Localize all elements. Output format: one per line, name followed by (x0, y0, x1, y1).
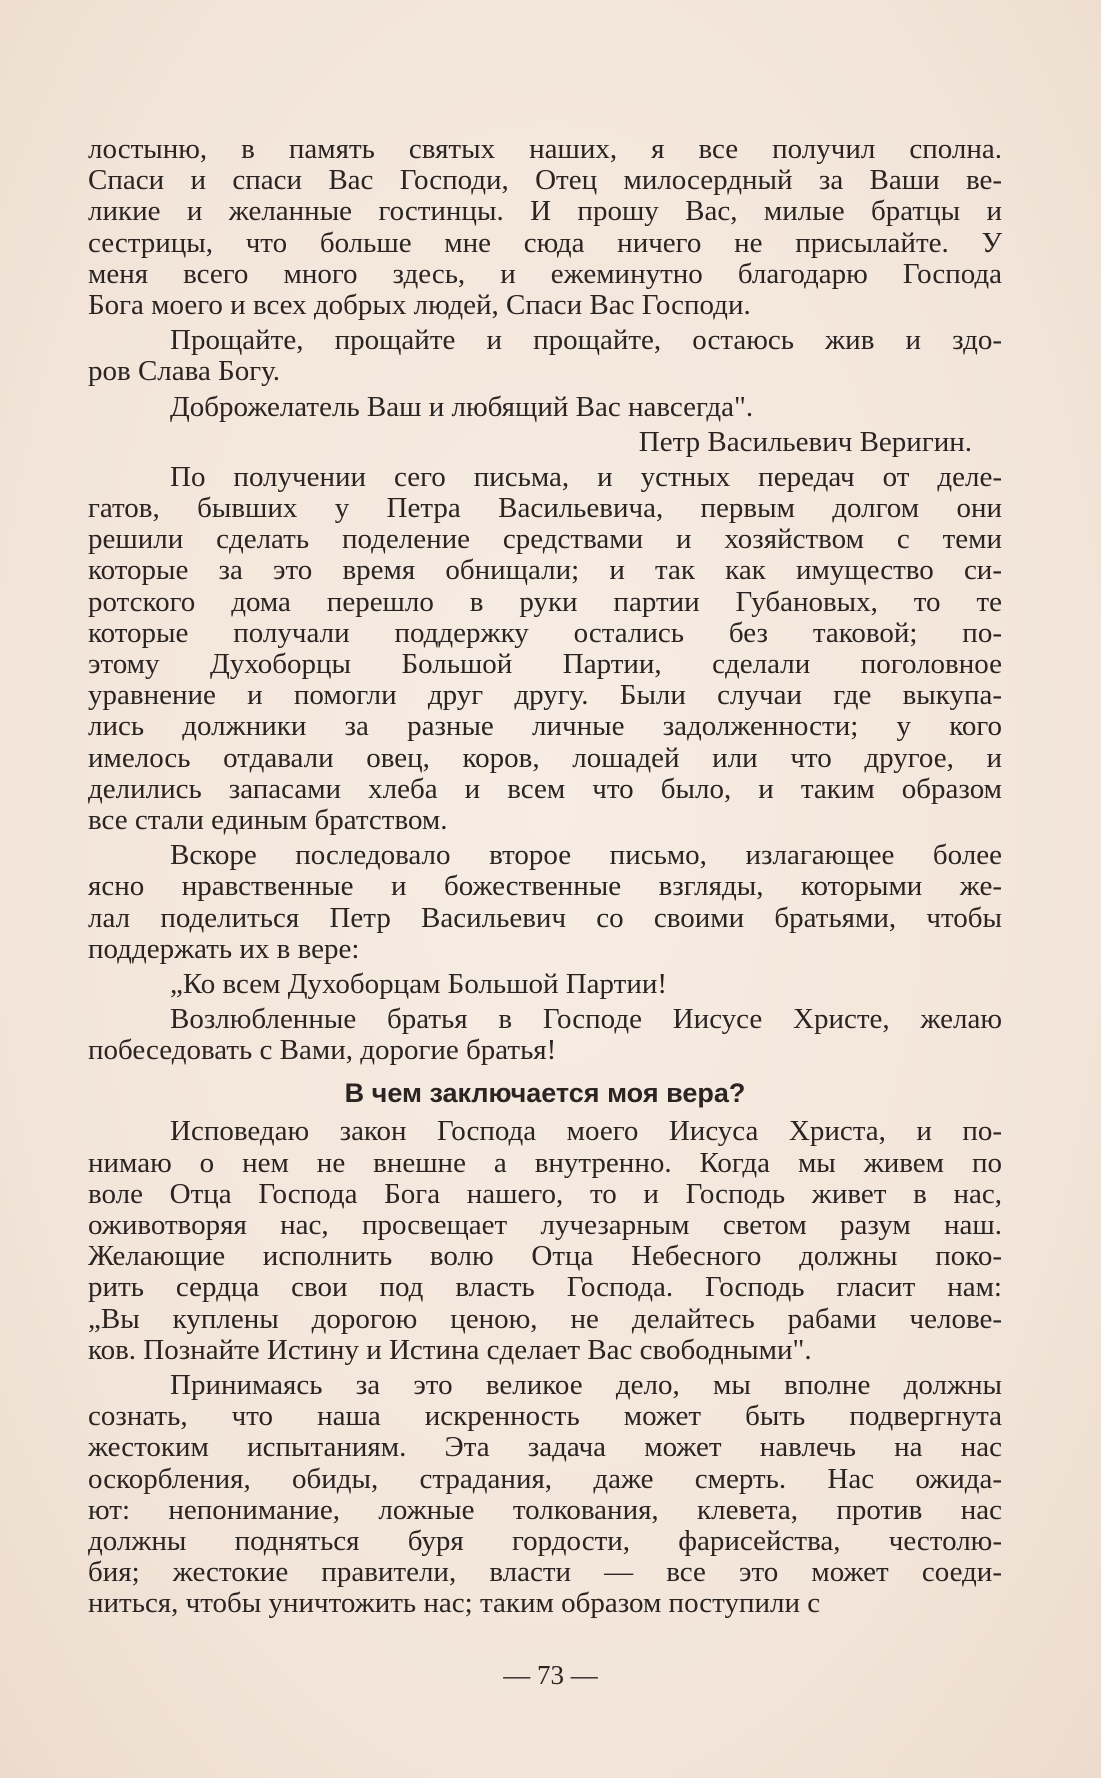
text-line: Желающие исполнить волю Отца Небесного должны поко- (88, 1240, 1002, 1273)
text-line: По получении сего письма, и устных передач от деле- (170, 460, 1002, 493)
text-line: побеседовать с Вами, дорогие братья! (88, 1034, 557, 1067)
paragraph (88, 134, 1002, 321)
text-line: Исповедаю закон Господа моего Иисуса Христа, и по- (170, 1115, 1002, 1148)
signature (88, 427, 1002, 458)
paragraph-gap (88, 1066, 1002, 1070)
paragraph-gap (88, 1619, 1002, 1623)
paragraph (88, 325, 1002, 387)
text-line: меня всего много здесь, и ежеминутно благодарю Господа (88, 257, 1002, 290)
paragraph (88, 392, 1002, 423)
text-line: ликие и желанные гостинцы. И прошу Вас, милые братцы и (88, 195, 1002, 228)
text-line: нимаю о нем не внешне а внутренно. Когда мы живем по (88, 1146, 1002, 1179)
text-line: уравнение и помогли друг другу. Были случаи где выкупа- (88, 679, 1002, 712)
paragraph (88, 969, 1002, 1000)
text-line: оскорбления, обиды, страдания, даже смерть. Нас ожида- (88, 1462, 1002, 1495)
paragraph (88, 1004, 1002, 1066)
paragraph (88, 1116, 1002, 1366)
text-line: Возлюбленные братья в Господе Иисусе Христе, желаю (170, 1003, 1002, 1036)
text-line: ротского дома перешло в руки партии Губановых, то те (88, 585, 1002, 618)
text-line: имелось отдавали овец, коров, лошадей или что другое, и (88, 741, 1002, 774)
text-line: ют: непонимание, ложные толкования, клевета, против нас (88, 1493, 1002, 1526)
text-line: жестоким испытаниям. Эта задача может навлечь на нас (88, 1431, 1002, 1464)
heading-text: В чем заключается моя вера? (344, 1078, 746, 1109)
paragraph (88, 462, 1002, 836)
text-line: решили сделать поделение средствами и хозяйством с теми (88, 523, 1002, 556)
text-line: лостыню, в память святых наших, я все получил сполна. (88, 133, 1002, 165)
text-line: Прощайте, прощайте и прощайте, остаюсь жив и здо- (170, 324, 1002, 357)
text-line: должны подняться буря гордости, фарисейства, честолю- (88, 1524, 1002, 1557)
text-line: все стали единым братством. (88, 803, 448, 836)
text-line: этому Духоборцы Большой Партии, сделали поголовное (88, 648, 1002, 680)
text-line: Бога моего и всех добрых людей, Спаси Вас Господи. (88, 288, 751, 321)
page-body-text (88, 134, 1002, 1623)
text-line: сознать, что наша искренность может быть подвергнута (88, 1400, 1002, 1433)
text-line: воле Отца Господа Бога нашего, то и Господь живет в нас, (88, 1177, 1002, 1210)
text-line: ясно нравственные и божественные взгляды, которыми же- (88, 870, 1002, 903)
text-line: Доброжелатель Ваш и любящий Вас навсегда". (170, 390, 754, 423)
text-line: рить сердца свои под власть Господа. Господь гласит нам: (88, 1271, 1002, 1304)
section-heading (88, 1074, 1002, 1112)
text-line: „Ко всем Духоборцам Большой Партии! (170, 967, 668, 1000)
text-line: ков. Познайте Истину и Истина сделает Вас свободными". (88, 1333, 812, 1366)
text-line: Вскоре последовало второе письмо, излагающее более (170, 839, 1002, 872)
text-line: поддержать их в вере: (88, 932, 360, 965)
text-line: сестрицы, что больше мне сюда ничего не присылайте. У (88, 226, 1002, 259)
text-line: Спаси и спаси Вас Господи, Отец милосердный за Ваши ве- (88, 164, 1002, 197)
text-line: „Вы куплены дорогою ценою, не делайтесь рабами челове- (88, 1302, 1002, 1335)
text-line: ров Слава Богу. (88, 355, 280, 388)
text-line: лись должники за разные личные задолженности; у кого (88, 710, 1002, 743)
text-line: бия; жестокие правители, власти — все это может соеди- (88, 1556, 1002, 1589)
page-number: — 73 — (503, 1660, 598, 1690)
text-line: делились запасами хлеба и всем что было, и таким образом (88, 772, 1002, 805)
signature-line: Петр Васильевич Веригин. (638, 425, 972, 458)
text-line: оживотворяя нас, просвещает лучезарным светом разум наш. (88, 1209, 1002, 1241)
text-line: лал поделиться Петр Васильевич со своими братьями, чтобы (88, 901, 1002, 934)
text-line: Принимаясь за это великое дело, мы вполне должны (170, 1368, 1002, 1401)
text-line: гатов, бывших у Петра Васильевича, первым долгом они (88, 492, 1002, 525)
paragraph (88, 840, 1002, 965)
text-line: которые за это время обнищали; и так как имущество си- (88, 554, 1002, 587)
text-line: которые получали поддержку остались без таковой; по- (88, 616, 1002, 649)
paragraph (88, 1370, 1002, 1620)
text-line: ниться, чтобы уничтожить нас; таким образом поступили с (88, 1587, 821, 1620)
